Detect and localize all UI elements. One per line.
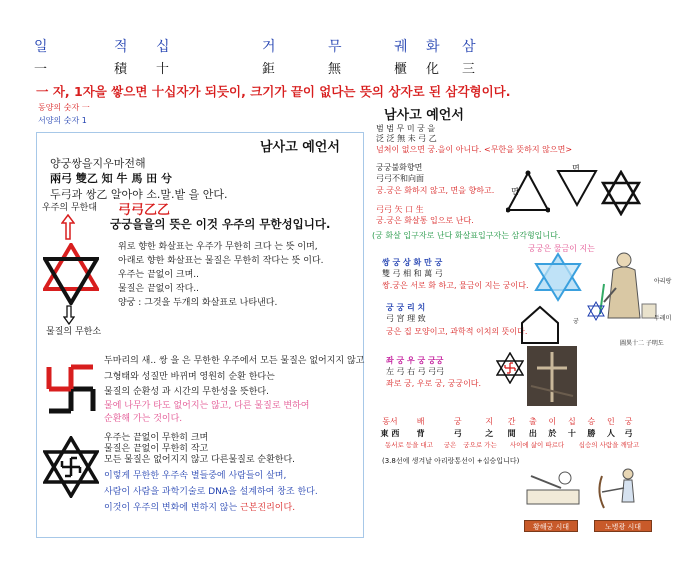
para1-line-4: 물질은 끝없이 작다.. (118, 284, 199, 294)
header-hanja-4: 鉅 (262, 62, 276, 77)
table-cjk-5: 間 (507, 429, 516, 438)
table-cjk-8: 十 (567, 429, 576, 438)
right-r3c: (궁 화살 입구자로 난다 화살표입구자는 삼각형입니다. (372, 231, 561, 240)
table-top-9: 승 (587, 417, 596, 426)
right-r3b: 궁.궁은 화살통 입으로 난다. (376, 216, 474, 225)
star-swastika-small-icon (496, 352, 524, 384)
para3-line-1: 우주는 끝없이 무한히 크며 (104, 433, 209, 443)
header-hangul-7: 화 (426, 39, 440, 55)
table-top-3: 궁 (453, 417, 462, 426)
table-cjk-1: 東 西 (380, 429, 400, 438)
figure-caption: 圖異十二 子明도 (620, 340, 664, 347)
header-hanja-5: 無 (328, 62, 342, 77)
header-hangul-1: 일 (34, 39, 48, 55)
table-bottom-row (376, 440, 652, 449)
table-cjk-2: 背 (416, 429, 425, 438)
header-hanja-3: 十 (156, 62, 170, 77)
right-r4c: 쌍.궁은 서로 화 하고, 물금이 지는 궁이다. (382, 281, 529, 290)
header-hangul-2: 적 (114, 39, 128, 55)
para3-blue-line-3 (104, 500, 295, 513)
table-cjk-4: 之 (485, 429, 494, 438)
sage-figure (580, 244, 660, 344)
archer-sketch-icon (594, 466, 656, 518)
star-caption: 궁궁은 물금이 지는 (528, 244, 595, 253)
table-cjk-11: 弓 (624, 429, 633, 438)
para3-line-3: 모든 물질은 없어지지 않고 다른물질로 순환한다. (104, 455, 296, 465)
right-r1c-text: 넘쳐이 없으면 궁.을이 아니다. <무한을 뜻하지 않으면> (376, 145, 573, 154)
gungeul-desc: 궁궁을을의 뜻은 이것 우주의 무한성입니다. (110, 217, 331, 231)
note-east-number: 동양의 숫자 一 (38, 103, 90, 112)
right-r5c: 궁은 집 모양이고, 과학적 이치의 뜻이다. (386, 327, 528, 336)
header-hangul-5: 무 (328, 39, 342, 55)
table-top-1: 동서 (382, 417, 398, 426)
hexagram-red-black-icon (43, 243, 99, 305)
frame-line-1: 양궁쌍을지우마전해 (50, 157, 146, 170)
hexagram-swastika-icon (43, 436, 99, 498)
table-cjk-row (376, 428, 636, 439)
figure-side-a: 아리랑 (654, 278, 672, 285)
para2-line-2: 그형태와 성질만 바뀌며 영원히 순환 한다는 (104, 372, 275, 382)
table-cjk-3: 弓 (453, 429, 462, 438)
down-arrow-icon (63, 305, 75, 325)
label-universe-infinite: 우주의 무한대 (42, 203, 98, 213)
para3-blue-line-2: 사람이 사람을 과학기술로 DNA을 설계하여 창조 한다. (104, 487, 318, 497)
table-bottom-2: 궁은 (443, 441, 457, 449)
figure-side-b: 궁 (573, 318, 579, 325)
header-hanja-7: 化 (426, 62, 440, 77)
para3-red-tail: 근본진리이다. (240, 503, 296, 513)
para1-line-5: 양궁 : 그것을 두개의 화살표로 나타낸다. (118, 298, 278, 308)
right-r6c: 좌로 궁, 우로 궁, 궁궁이다. (386, 379, 482, 388)
para1-line-1: 위로 향한 화살표는 우주가 무한히 크다 는 뜻 이며, (118, 242, 318, 252)
frame-line-2: 兩弓 雙乙 知 牛 馬 田 兮 (50, 172, 172, 185)
gungeul-red: 弓弓乙乙 (118, 203, 171, 218)
bottom-right-picture (594, 466, 656, 518)
house-shape-icon (520, 305, 560, 345)
table-top-4: 지 (485, 417, 494, 426)
table-top-2: 배 (416, 417, 425, 426)
header-hanja-2: 積 (114, 62, 128, 77)
right-r3a: 弓弓 矢 口 生 (376, 205, 424, 214)
header-hangul-row (34, 36, 484, 56)
table-top-11: 궁 (624, 417, 633, 426)
para3-blue-line-1: 이렇게 무한한 우주속 별들중에 사람들이 살며, (104, 471, 287, 481)
up-arrow-icon (61, 214, 75, 240)
sage-figure-icon (580, 244, 660, 344)
right-r2a: 궁궁불화향면 (376, 163, 423, 172)
header-hangul-8: 삼 (462, 39, 476, 55)
header-subtitle: 一 자, 1자을 쌓으면 十십자가 되듯이, 크기가 끝이 없다는 뜻의 상자로 된 삼각형이다. (36, 84, 511, 99)
cross-photo-icon (527, 346, 577, 406)
table-top-6: 출 (529, 417, 537, 426)
figure-side-c: 두레미 (654, 315, 672, 322)
right-r6b: 左 弓 右 弓 弓弓 (386, 367, 445, 376)
table-bottom-4: 사이에 삶이 따르다 (509, 441, 565, 449)
table-top-5: 간 (507, 417, 516, 426)
frame-line-3: 두弓과 쌍乙 알아야 소.말.밭 을 안다. (50, 188, 228, 201)
para3-line-2: 물질은 끝없이 무한히 작고 (104, 444, 209, 454)
table-top-8: 십 (568, 417, 576, 426)
para1-line-2: 아래로 향한 화살표는 물질은 무한히 작다는 뜻 이다. (118, 256, 324, 266)
right-r1a: 범 범 무 미 궁 을 (376, 124, 436, 133)
tri-down-label: 면 (572, 164, 580, 173)
table-bottom-5: 십승의 사람을 깨달고 (578, 441, 640, 449)
bottom-left-picture (521, 468, 591, 518)
right-r5b: 弓 宮 理 致 (386, 314, 426, 323)
right-r1c (376, 144, 572, 155)
header-hangul-6: 궤 (394, 39, 408, 55)
table-top-7: 이 (548, 417, 557, 426)
header-hanja-1: 一 (34, 62, 48, 77)
right-r6a: 좌 궁 우 궁 궁궁 (386, 356, 444, 365)
right-r1b: 泛 泛 無 未 弓 乙 (376, 134, 437, 143)
right-r5a: 궁 궁 리 치 (386, 303, 426, 312)
right-r2c: 궁.궁은 화하지 않고, 면을 향하고. (376, 186, 495, 195)
table-cjk-9: 勝 (587, 429, 596, 438)
tri-up-label: 면 (511, 187, 519, 196)
para3-blue-line-3-text: 이것이 우주의 변화에 변하지 않는 (104, 503, 241, 513)
table-cjk-6: 出 (528, 429, 537, 438)
triangle-down-icon (556, 168, 598, 208)
para1-line-3: 우주는 끝없이 크며.. (118, 270, 199, 280)
para2-pink-line-2: 순환해 가는 것이다. (104, 414, 183, 424)
right-r4b: 雙 弓 相 和 萬 弓 (382, 269, 443, 278)
note-west-number: 서양의 숫자 1 (38, 116, 87, 125)
tools-sketch-icon (521, 468, 591, 518)
cross-photo (527, 346, 577, 406)
table-cjk-7: 於 (548, 429, 557, 438)
table-cjk-10: 人 (606, 429, 615, 438)
swastika-red-icon (46, 364, 96, 414)
header-hanja-6: 櫃 (394, 62, 408, 77)
para2-line-1: 두마리의 새.. 쌍 을 은 무한한 우주에서 모든 물질은 없어지지 않고 (104, 356, 365, 366)
caption-right: 노병광 시대 (594, 520, 652, 532)
blue-star-icon (534, 252, 582, 302)
table-bottom-3: 궁으로 가는 (463, 441, 497, 449)
header-hangul-3: 십 (156, 39, 170, 55)
frame-title: 남사고 예언서 (260, 140, 340, 155)
table-top-10: 인 (607, 417, 615, 426)
header-hangul-4: 거 (262, 39, 276, 55)
header-hanja-8: 三 (462, 62, 476, 77)
right-title: 남사고 예언서 (384, 108, 464, 123)
table-top-row (376, 416, 636, 427)
table-bottom-1: 동서로 등을 대고 (384, 441, 434, 449)
table-footnote: (3.8선에 생겨날 아리랑통선이 +십승입니다) (382, 457, 520, 465)
star-of-david-icon (601, 170, 641, 216)
para2-pink-line-1: 물에 나무가 타도 없어지는 않고, 다른 물질로 변하여 (104, 401, 310, 411)
label-matter-infinitesimal: 물질의 무한소 (46, 327, 102, 337)
header-hanja-row (34, 58, 484, 76)
caption-left: 황해궁 시대 (524, 520, 578, 532)
right-r2b: 弓弓不和向面 (376, 174, 424, 183)
right-r4a: 쌍 궁 상 화 만 궁 (382, 258, 443, 267)
para2-line-3: 물질의 순환성 과 시간의 무한성을 뜻한다. (104, 387, 269, 397)
